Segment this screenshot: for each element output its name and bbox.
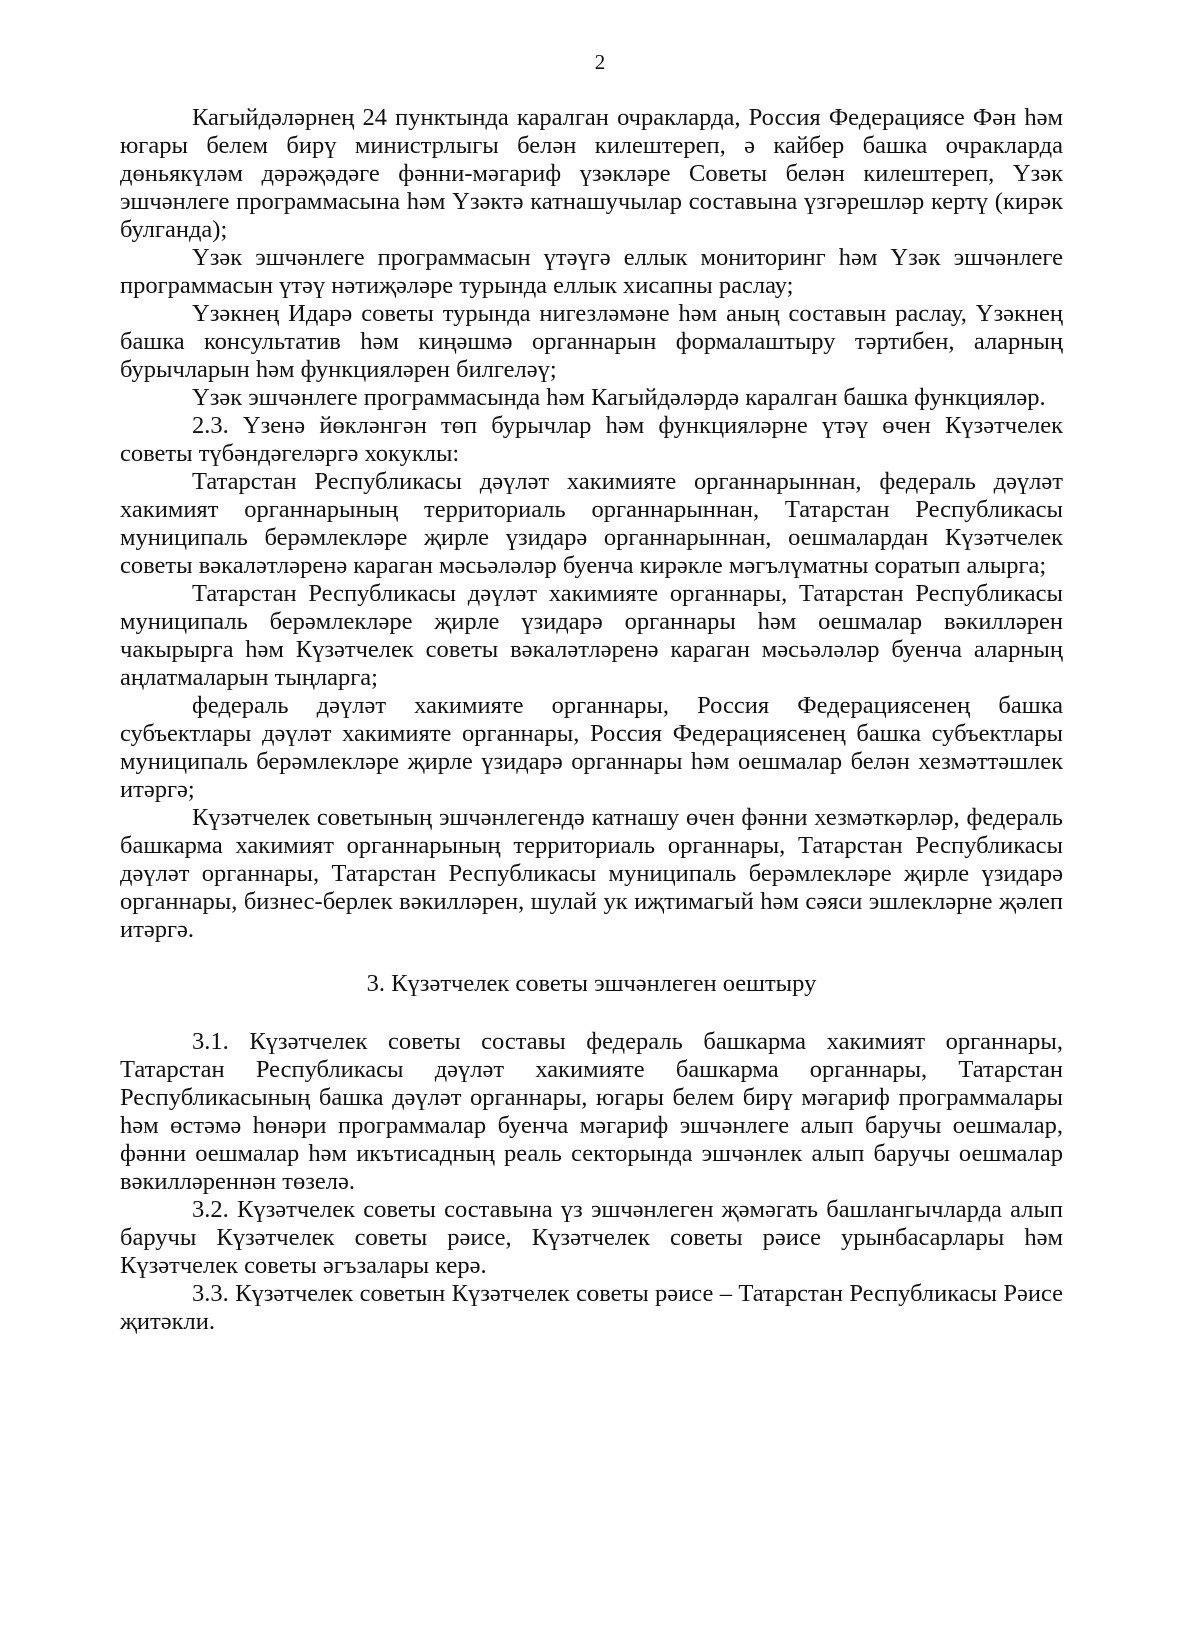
paragraph-3-1: 3.1. Күзәтчелек советы составы федераль башкарма хакимият органнары, Татарстан Республикасы дәүләт хакимияте башкарма органнары, Татарстан Республикасының башка дәүләт органнары, югары белем бирү мәгариф программалары һәм өстәмә һөнәри программалар буенча мәгариф эшчәнлеге алып баручы оешмалар, фәнни оешмалар һәм икътисадның реаль секторында эшчәнлек алып баручы оешмалар вәкилләреннән төзелә. (120, 1028, 1063, 1195)
paragraph-other-functions: Үзәк эшчәнлеге программасында һәм Кагыйдәләрдә каралган башка функцияләр. (192, 384, 1046, 411)
section-heading: 3. Күзәтчелек советы эшчәнлеген оештыру (366, 970, 817, 997)
page-number: 2 (594, 50, 606, 74)
paragraph-3-2: 3.2. Күзәтчелек советы составына үз эшчәнлеген җәмәгать башлангычларда алып баручы Күзәтчелек советы рәисе, Күзәтчелек советы рәисе урынбасарлары һәм Күзәтчелек советы әгъзалары керә. (120, 1196, 1063, 1279)
paragraph-3-3: 3.3. Күзәтчелек советын Күзәтчелек советы рәисе – Татарстан Республикасы Рәисе җитәкли. (120, 1280, 1063, 1335)
paragraph-invite-representatives: Татарстан Республикасы дәүләт хакимияте органнары, Татарстан Республикасы муниципаль берәмлекләре җирле үзидарә органнары һәм оешмалар вәкилләрен чакырырга һәм Күзәтчелек советы вәкаләтләренә караган мәсьәләләр буенча аларның аңлатмаларын тыңларга; (120, 580, 1063, 691)
document-body (120, 104, 1063, 1336)
paragraph-monitoring: Үзәк эшчәнлеге программасын үтәүгә еллык мониторинг һәм Үзәк эшчәнлеге программасын үтәү нәтиҗәләре турында еллык хисапны раслау; (120, 244, 1063, 299)
paragraph-rights-intro: 2.3. Үзенә йөкләнгән төп бурычлар һәм функцияләрне үтәү өчен Күзәтчелек советы түбәндәгеләргә хокуклы: (120, 412, 1063, 467)
paragraph-involve-participants: Күзәтчелек советының эшчәнлегендә катнашу өчен фәнни хезмәткәрләр, федераль башкарма хакимият органнарының территориаль органнары, Татарстан Республикасы дәүләт органнары, Татарстан Республикасы муниципаль берәмлекләре җирле үзидарә органнары, бизнес-берлек вәкилләрен, шулай ук иҗтимагый һәм сәяси эшлекләрне җәлеп итәргә. (120, 804, 1063, 943)
paragraph-amendments: Кагыйдәләрнең 24 пунктында каралган очракларда, Россия Федерациясе Фән һәм югары белем бирү министрлыгы белән килештереп, ә кайбер башка очракларда дөньякүләм дәрәҗәдәге фәнни-мәгариф үзәкләре Советы белән килештереп, Үзәк эшчәнлеге программасына һәм Үзәктә катнашучылар составына үзгәрешләр кертү (кирәк булганда); (120, 104, 1063, 243)
paragraph-cooperation: федераль дәүләт хакимияте органнары, Россия Федерациясенең башка субъектлары дәүләт хакимияте органнары, Россия Федерациясенең башка субъектлары муниципаль берәмлекләре җирле үзидарә органнары һәм оешмалар белән хезмәттәшлек итәргә; (120, 692, 1063, 803)
paragraph-board-regulation: Үзәкнең Идарә советы турында нигезләмәне һәм аның составын раслау, Үзәкнең башка консультатив һәм киңәшмә органнарын формалаштыру тәртибен, аларның бурычларын һәм функцияләрен билгеләү; (120, 300, 1063, 383)
paragraph-request-information: Татарстан Республикасы дәүләт хакимияте органнарыннан, федераль дәүләт хакимият органнарының территориаль органнарыннан, Татарстан Республикасы муниципаль берәмлекләре җирле үзидарә органнарыннан, оешмалардан Күзәтчелек советы вәкаләтләренә караган мәсьәләләр буенча кирәкле мәгълүматны соратып алырга; (120, 468, 1063, 579)
